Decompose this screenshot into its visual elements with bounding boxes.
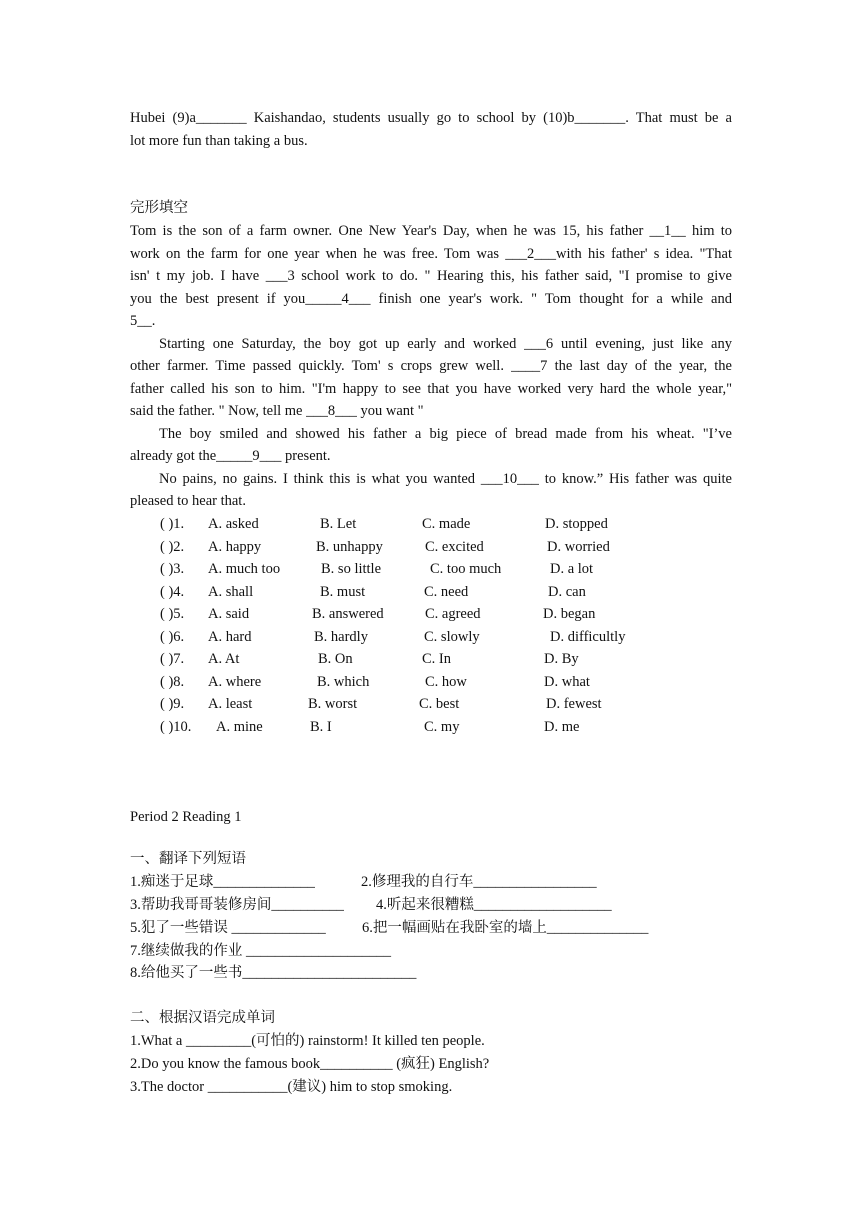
option-b: B. On: [318, 651, 353, 667]
option-b: B. answered: [312, 606, 384, 622]
question-number: ( )3.: [160, 561, 185, 577]
phrase-3: 3.帮助我哥哥装修房间__________: [130, 897, 344, 913]
option-c: C. how: [425, 673, 467, 690]
question-number: ( )6.: [160, 628, 185, 645]
cloze-p1-line-1: Tom is the son of a farm owner. One New Year's Day, when he was 15, his father __1__ him to: [130, 223, 732, 239]
option-b: B. which: [317, 673, 370, 690]
option-a: A. At: [208, 651, 240, 667]
cloze-p3-line-1: The boy smiled and showed his father a big piece of bread made from his wheat. "I’ve: [159, 425, 732, 442]
cloze-heading: 完形填空: [130, 200, 188, 216]
question-row: [160, 513, 720, 536]
option-d: D. difficultly: [550, 628, 626, 645]
cloze-p1-line-4: you the best present if you_____4___ finish one year's work. " Tom thought for a while and: [130, 290, 732, 307]
option-d: D. began: [543, 606, 596, 622]
cloze-p3-line-2: already got the_____9___ present.: [130, 448, 331, 464]
word-question-1: 1.What a _________(可怕的) rainstorm! It killed ten people.: [130, 1033, 485, 1049]
phrase-7: 7.继续做我的作业 ____________________: [130, 943, 391, 959]
section-1-heading: 一、翻译下列短语: [130, 851, 246, 867]
cloze-p2-line-1: Starting one Saturday, the boy got up early and worked ___6 until evening, just like any: [159, 335, 732, 352]
phrase-1: 1.痴迷于足球______________: [130, 874, 315, 890]
option-c: C. my: [424, 718, 460, 735]
intro-line-1: Hubei (9)a_______ Kaishandao, students usually go to school by (10)b_______. That must be a: [130, 110, 732, 126]
intro-paragraph: [130, 107, 732, 152]
option-b: B. unhappy: [316, 538, 383, 555]
cloze-options: [160, 513, 720, 738]
option-b: B. worst: [308, 696, 358, 712]
question-row: [160, 716, 720, 739]
option-b: B. Let: [320, 516, 357, 532]
question-row: [160, 648, 720, 671]
cloze-p2-line-2: other farmer. Time passed quickly. Tom' s crops grew well. ____7 the last day of the year, the: [130, 358, 732, 374]
option-a: A. mine: [216, 718, 263, 735]
intro-line-2: lot more fun than taking a bus.: [130, 132, 308, 149]
phrase-4: 4.听起来很糟糕___________________: [376, 897, 612, 913]
question-row: [160, 558, 720, 581]
option-b: B. hardly: [314, 628, 368, 645]
cloze-p4-line-1: No pains, no gains. I think this is what you wanted ___10___ to know.” His father was quite: [159, 470, 732, 487]
cloze-p1-line-3: isn' t my job. I have ___3 school work to do. " Hearing this, his father said, "I promise to give: [130, 268, 732, 284]
option-a: A. least: [208, 696, 253, 712]
option-d: D. By: [544, 651, 579, 667]
option-d: D. stopped: [545, 516, 608, 532]
cloze-p2-line-4: said the father. " Now, tell me ___8___ you want ": [130, 403, 424, 419]
section-2-heading: 二、根据汉语完成单词: [130, 1010, 275, 1026]
option-c: C. too much: [430, 561, 502, 577]
option-b: B. I: [310, 718, 332, 735]
question-number: ( )5.: [160, 606, 185, 622]
option-b: B. so little: [321, 561, 382, 577]
option-c: C. slowly: [424, 628, 480, 645]
question-row: [160, 671, 720, 694]
option-c: C. agreed: [425, 606, 481, 622]
cloze-p1-line-2: work on the farm for one year when he was free. Tom was ___2___with his father' s idea. "That: [130, 245, 732, 262]
question-number: ( )10.: [160, 718, 192, 735]
option-d: D. can: [548, 583, 586, 600]
cloze-p1-line-5: 5__.: [130, 313, 156, 329]
option-a: A. happy: [208, 538, 262, 555]
question-number: ( )9.: [160, 696, 185, 712]
period-title: Period 2 Reading 1: [130, 809, 242, 825]
option-d: D. what: [544, 673, 590, 690]
option-a: A. asked: [208, 516, 259, 532]
option-a: A. where: [208, 673, 262, 690]
option-a: A. much too: [208, 561, 281, 577]
cloze-p4-line-2: pleased to hear that.: [130, 493, 246, 509]
option-c: C. need: [424, 583, 469, 600]
question-number: ( )7.: [160, 651, 185, 667]
question-number: ( )8.: [160, 673, 185, 690]
question-row: [160, 603, 720, 626]
option-a: A. shall: [208, 583, 254, 600]
option-d: D. a lot: [550, 561, 594, 577]
option-c: C. best: [419, 696, 460, 712]
question-row: [160, 693, 720, 716]
question-number: ( )2.: [160, 538, 185, 555]
question-row: [160, 581, 720, 604]
option-d: D. worried: [547, 538, 610, 555]
phrase-5: 5.犯了一些错误 _____________: [130, 920, 326, 936]
option-a: A. hard: [208, 628, 252, 645]
option-c: C. excited: [425, 538, 484, 555]
question-row: [160, 626, 720, 649]
question-number: ( )4.: [160, 583, 185, 600]
option-b: B. must: [320, 583, 366, 600]
option-c: C. In: [422, 651, 451, 667]
phrase-2: 2.修理我的自行车_________________: [361, 874, 597, 890]
word-question-3: 3.The doctor ___________(建议) him to stop smoking.: [130, 1079, 453, 1095]
option-d: D. me: [544, 718, 580, 735]
question-number: ( )1.: [160, 516, 185, 532]
option-d: D. fewest: [546, 696, 602, 712]
cloze-p2-line-3: father called his son to him. "I'm happy to see that you have worked very hard the whole year,": [130, 380, 732, 397]
option-a: A. said: [208, 606, 250, 622]
option-c: C. made: [422, 516, 471, 532]
word-question-2: 2.Do you know the famous book__________ (疯狂) English?: [130, 1056, 490, 1072]
phrase-6: 6.把一幅画贴在我卧室的墙上______________: [362, 920, 649, 936]
question-row: [160, 536, 720, 559]
phrase-8: 8.给他买了一些书________________________: [130, 965, 417, 981]
cloze-passage: [130, 220, 732, 513]
